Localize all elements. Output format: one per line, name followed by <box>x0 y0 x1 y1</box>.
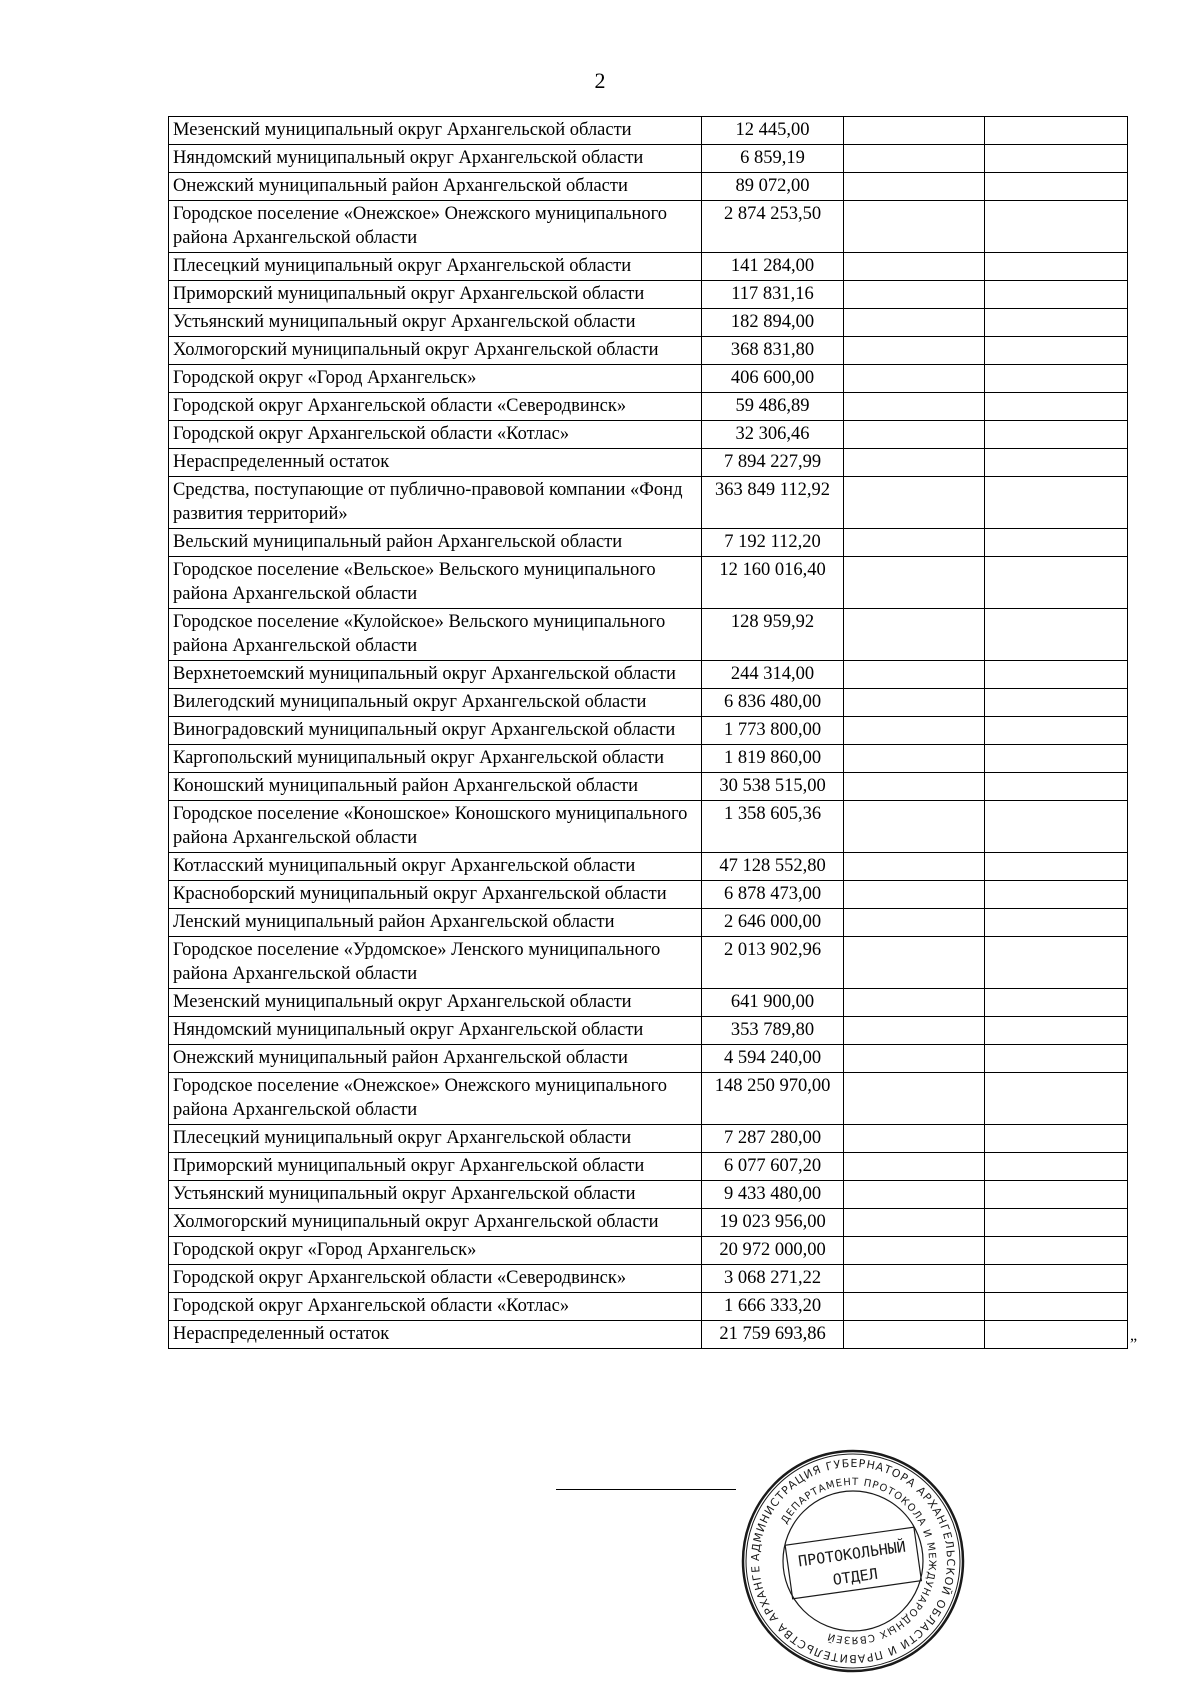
row-empty-cell-3 <box>844 1293 985 1321</box>
row-empty-cell-3 <box>844 337 985 365</box>
row-name: Вельский муниципальный район Архангельской области <box>169 529 702 557</box>
row-name: Онежский муниципальный район Архангельской области <box>169 173 702 201</box>
row-name: Ленский муниципальный район Архангельской области <box>169 909 702 937</box>
row-name: Городское поселение «Вельское» Вельского муниципального района Архангельской области <box>169 557 702 609</box>
signature-line <box>556 1489 736 1490</box>
row-empty-cell-3 <box>844 1265 985 1293</box>
row-amount: 6 077 607,20 <box>702 1153 844 1181</box>
table-row <box>169 1181 1128 1209</box>
row-empty-cell-3 <box>844 309 985 337</box>
table-row <box>169 989 1128 1017</box>
row-amount: 2 646 000,00 <box>702 909 844 937</box>
row-name: Городское поселение «Онежское» Онежского муниципального района Архангельской области <box>169 1073 702 1125</box>
row-amount: 641 900,00 <box>702 989 844 1017</box>
row-empty-cell-3 <box>844 117 985 145</box>
row-name: Приморский муниципальный округ Архангельской области <box>169 1153 702 1181</box>
table-row <box>169 309 1128 337</box>
row-name: Городской округ Архангельской области «Северодвинск» <box>169 393 702 421</box>
table-row <box>169 1073 1128 1125</box>
row-empty-cell-4 <box>985 253 1128 281</box>
row-amount: 148 250 970,00 <box>702 1073 844 1125</box>
seal-ring-text: АДМИНИСТРАЦИЯ ГУБЕРНАТОРА АРХАНГЕЛЬСКОЙ ОБЛАСТИ И ПРАВИТЕЛЬСТВА АРХАНГЕ <box>748 1456 958 1666</box>
row-empty-cell-3 <box>844 745 985 773</box>
row-name: Няндомский муниципальный округ Архангельской области <box>169 1017 702 1045</box>
table-row <box>169 253 1128 281</box>
row-empty-cell-3 <box>844 173 985 201</box>
table-row <box>169 1237 1128 1265</box>
row-name: Устьянский муниципальный округ Архангельской области <box>169 1181 702 1209</box>
row-empty-cell-4 <box>985 421 1128 449</box>
table-row <box>169 909 1128 937</box>
table-row <box>169 145 1128 173</box>
row-empty-cell-4 <box>985 881 1128 909</box>
row-amount: 19 023 956,00 <box>702 1209 844 1237</box>
row-empty-cell-4 <box>985 801 1128 853</box>
row-empty-cell-3 <box>844 909 985 937</box>
row-amount: 47 128 552,80 <box>702 853 844 881</box>
table-row <box>169 529 1128 557</box>
table-row <box>169 1321 1128 1349</box>
row-empty-cell-3 <box>844 1153 985 1181</box>
row-name: Холмогорский муниципальный округ Архангельской области <box>169 1209 702 1237</box>
row-amount: 406 600,00 <box>702 365 844 393</box>
row-empty-cell-3 <box>844 989 985 1017</box>
table-row <box>169 393 1128 421</box>
table-row <box>169 717 1128 745</box>
row-empty-cell-4 <box>985 281 1128 309</box>
row-empty-cell-3 <box>844 689 985 717</box>
seal-graphic <box>738 1446 968 1676</box>
table-row <box>169 801 1128 853</box>
row-amount: 89 072,00 <box>702 173 844 201</box>
row-empty-cell-4 <box>985 1153 1128 1181</box>
allocation-table-body <box>169 117 1128 1349</box>
table-row <box>169 1209 1128 1237</box>
row-empty-cell-4 <box>985 1181 1128 1209</box>
row-name: Котласский муниципальный округ Архангельской области <box>169 853 702 881</box>
row-name: Верхнетоемский муниципальный округ Архангельской области <box>169 661 702 689</box>
row-amount: 1 666 333,20 <box>702 1293 844 1321</box>
row-empty-cell-4 <box>985 1017 1128 1045</box>
row-amount: 4 594 240,00 <box>702 1045 844 1073</box>
row-amount: 1 358 605,36 <box>702 801 844 853</box>
row-empty-cell-4 <box>985 1293 1128 1321</box>
row-empty-cell-4 <box>985 661 1128 689</box>
row-amount: 363 849 112,92 <box>702 477 844 529</box>
row-empty-cell-3 <box>844 365 985 393</box>
table-row <box>169 745 1128 773</box>
row-empty-cell-3 <box>844 393 985 421</box>
row-empty-cell-3 <box>844 1181 985 1209</box>
row-amount: 2 874 253,50 <box>702 201 844 253</box>
row-empty-cell-4 <box>985 1125 1128 1153</box>
row-empty-cell-4 <box>985 529 1128 557</box>
row-name: Онежский муниципальный район Архангельской области <box>169 1045 702 1073</box>
table-row <box>169 1265 1128 1293</box>
table-row <box>169 477 1128 529</box>
row-empty-cell-4 <box>985 1045 1128 1073</box>
table-row <box>169 117 1128 145</box>
row-empty-cell-3 <box>844 801 985 853</box>
row-empty-cell-4 <box>985 1073 1128 1125</box>
row-amount: 7 894 227,99 <box>702 449 844 477</box>
table-row <box>169 1153 1128 1181</box>
row-amount: 21 759 693,86 <box>702 1321 844 1349</box>
table-row <box>169 1017 1128 1045</box>
row-empty-cell-3 <box>844 421 985 449</box>
row-amount: 9 433 480,00 <box>702 1181 844 1209</box>
table-row <box>169 1293 1128 1321</box>
table-row <box>169 661 1128 689</box>
row-name: Городское поселение «Онежское» Онежского муниципального района Архангельской области <box>169 201 702 253</box>
row-amount: 12 160 016,40 <box>702 557 844 609</box>
row-amount: 368 831,80 <box>702 337 844 365</box>
row-empty-cell-4 <box>985 989 1128 1017</box>
row-empty-cell-3 <box>844 661 985 689</box>
row-amount: 3 068 271,22 <box>702 1265 844 1293</box>
row-amount: 2 013 902,96 <box>702 937 844 989</box>
table-row <box>169 365 1128 393</box>
row-empty-cell-4 <box>985 609 1128 661</box>
row-name: Нераспределенный остаток <box>169 1321 702 1349</box>
row-empty-cell-4 <box>985 145 1128 173</box>
row-amount: 32 306,46 <box>702 421 844 449</box>
table-row <box>169 853 1128 881</box>
row-empty-cell-3 <box>844 1237 985 1265</box>
row-empty-cell-3 <box>844 281 985 309</box>
table-row <box>169 449 1128 477</box>
row-amount: 1 773 800,00 <box>702 717 844 745</box>
row-empty-cell-4 <box>985 1321 1128 1349</box>
row-name: Няндомский муниципальный округ Архангельской области <box>169 145 702 173</box>
row-empty-cell-3 <box>844 477 985 529</box>
table-row <box>169 1045 1128 1073</box>
row-empty-cell-3 <box>844 253 985 281</box>
row-amount: 59 486,89 <box>702 393 844 421</box>
row-name: Городской округ Архангельской области «Котлас» <box>169 1293 702 1321</box>
row-empty-cell-4 <box>985 365 1128 393</box>
row-empty-cell-4 <box>985 773 1128 801</box>
row-amount: 1 819 860,00 <box>702 745 844 773</box>
row-empty-cell-3 <box>844 773 985 801</box>
row-amount: 12 445,00 <box>702 117 844 145</box>
row-empty-cell-4 <box>985 909 1128 937</box>
row-empty-cell-3 <box>844 609 985 661</box>
row-empty-cell-3 <box>844 1209 985 1237</box>
row-amount: 117 831,16 <box>702 281 844 309</box>
seal-text-line2: ОТДЕЛ <box>831 1564 879 1589</box>
row-amount: 182 894,00 <box>702 309 844 337</box>
row-amount: 128 959,92 <box>702 609 844 661</box>
row-name: Городской округ «Город Архангельск» <box>169 365 702 393</box>
row-empty-cell-4 <box>985 201 1128 253</box>
row-name: Коношский муниципальный район Архангельской области <box>169 773 702 801</box>
row-empty-cell-3 <box>844 881 985 909</box>
row-name: Городское поселение «Коношское» Коношского муниципального района Архангельской области <box>169 801 702 853</box>
row-name: Городской округ Архангельской области «Котлас» <box>169 421 702 449</box>
row-empty-cell-3 <box>844 145 985 173</box>
row-empty-cell-4 <box>985 853 1128 881</box>
row-empty-cell-3 <box>844 449 985 477</box>
row-name: Нераспределенный остаток <box>169 449 702 477</box>
row-empty-cell-3 <box>844 557 985 609</box>
row-empty-cell-3 <box>844 1125 985 1153</box>
row-empty-cell-4 <box>985 937 1128 989</box>
table-row <box>169 773 1128 801</box>
row-empty-cell-3 <box>844 1073 985 1125</box>
row-empty-cell-4 <box>985 337 1128 365</box>
row-name: Мезенский муниципальный округ Архангельской области <box>169 117 702 145</box>
table-row <box>169 281 1128 309</box>
row-name: Городской округ «Город Архангельск» <box>169 1237 702 1265</box>
row-empty-cell-4 <box>985 393 1128 421</box>
row-empty-cell-3 <box>844 1045 985 1073</box>
seal-text-line1: ПРОТОКОЛЬНЫЙ <box>797 1537 907 1571</box>
seal-inner-ring-text: ДЕПАРТАМЕНТ ПРОТОКОЛА И МЕЖДУНАРОДНЫХ СВЯЗЕЙ <box>779 1476 938 1646</box>
row-empty-cell-4 <box>985 689 1128 717</box>
row-empty-cell-4 <box>985 745 1128 773</box>
row-empty-cell-3 <box>844 201 985 253</box>
table-row <box>169 337 1128 365</box>
row-empty-cell-4 <box>985 117 1128 145</box>
row-empty-cell-3 <box>844 1321 985 1349</box>
closing-quote: ” <box>1130 1336 1138 1353</box>
row-amount: 6 859,19 <box>702 145 844 173</box>
table-row <box>169 937 1128 989</box>
row-empty-cell-4 <box>985 477 1128 529</box>
row-amount: 6 878 473,00 <box>702 881 844 909</box>
row-empty-cell-4 <box>985 1265 1128 1293</box>
allocation-table <box>168 116 1128 1349</box>
row-empty-cell-4 <box>985 1237 1128 1265</box>
row-empty-cell-4 <box>985 717 1128 745</box>
row-name: Приморский муниципальный округ Архангельской области <box>169 281 702 309</box>
row-name: Красноборский муниципальный округ Архангельской области <box>169 881 702 909</box>
page-number: 2 <box>594 68 606 93</box>
row-empty-cell-4 <box>985 309 1128 337</box>
row-amount: 7 287 280,00 <box>702 1125 844 1153</box>
row-empty-cell-4 <box>985 449 1128 477</box>
row-name: Каргопольский муниципальный округ Архангельской области <box>169 745 702 773</box>
row-amount: 353 789,80 <box>702 1017 844 1045</box>
table-row <box>169 609 1128 661</box>
row-name: Городское поселение «Кулойское» Вельского муниципального района Архангельской области <box>169 609 702 661</box>
table-row <box>169 201 1128 253</box>
row-empty-cell-4 <box>985 173 1128 201</box>
row-amount: 244 314,00 <box>702 661 844 689</box>
row-empty-cell-4 <box>985 557 1128 609</box>
row-name: Средства, поступающие от публично-правовой компании «Фонд развития территорий» <box>169 477 702 529</box>
table-row <box>169 881 1128 909</box>
table-row <box>169 689 1128 717</box>
row-amount: 20 972 000,00 <box>702 1237 844 1265</box>
row-name: Виноградовский муниципальный округ Архангельской области <box>169 717 702 745</box>
row-amount: 141 284,00 <box>702 253 844 281</box>
row-amount: 30 538 515,00 <box>702 773 844 801</box>
table-row <box>169 173 1128 201</box>
row-name: Городское поселение «Урдомское» Ленского муниципального района Архангельской области <box>169 937 702 989</box>
row-name: Вилегодский муниципальный округ Архангельской области <box>169 689 702 717</box>
row-empty-cell-4 <box>985 1209 1128 1237</box>
row-empty-cell-3 <box>844 1017 985 1045</box>
row-name: Устьянский муниципальный округ Архангельской области <box>169 309 702 337</box>
row-empty-cell-3 <box>844 937 985 989</box>
row-amount: 7 192 112,20 <box>702 529 844 557</box>
table-row <box>169 1125 1128 1153</box>
row-empty-cell-3 <box>844 529 985 557</box>
row-name: Плесецкий муниципальный округ Архангельской области <box>169 253 702 281</box>
table-row <box>169 421 1128 449</box>
row-name: Холмогорский муниципальный округ Архангельской области <box>169 337 702 365</box>
row-name: Плесецкий муниципальный округ Архангельской области <box>169 1125 702 1153</box>
table-row <box>169 557 1128 609</box>
row-name: Мезенский муниципальный округ Архангельской области <box>169 989 702 1017</box>
row-amount: 6 836 480,00 <box>702 689 844 717</box>
row-empty-cell-3 <box>844 853 985 881</box>
row-empty-cell-3 <box>844 717 985 745</box>
row-name: Городской округ Архангельской области «Северодвинск» <box>169 1265 702 1293</box>
official-seal <box>738 1446 968 1676</box>
